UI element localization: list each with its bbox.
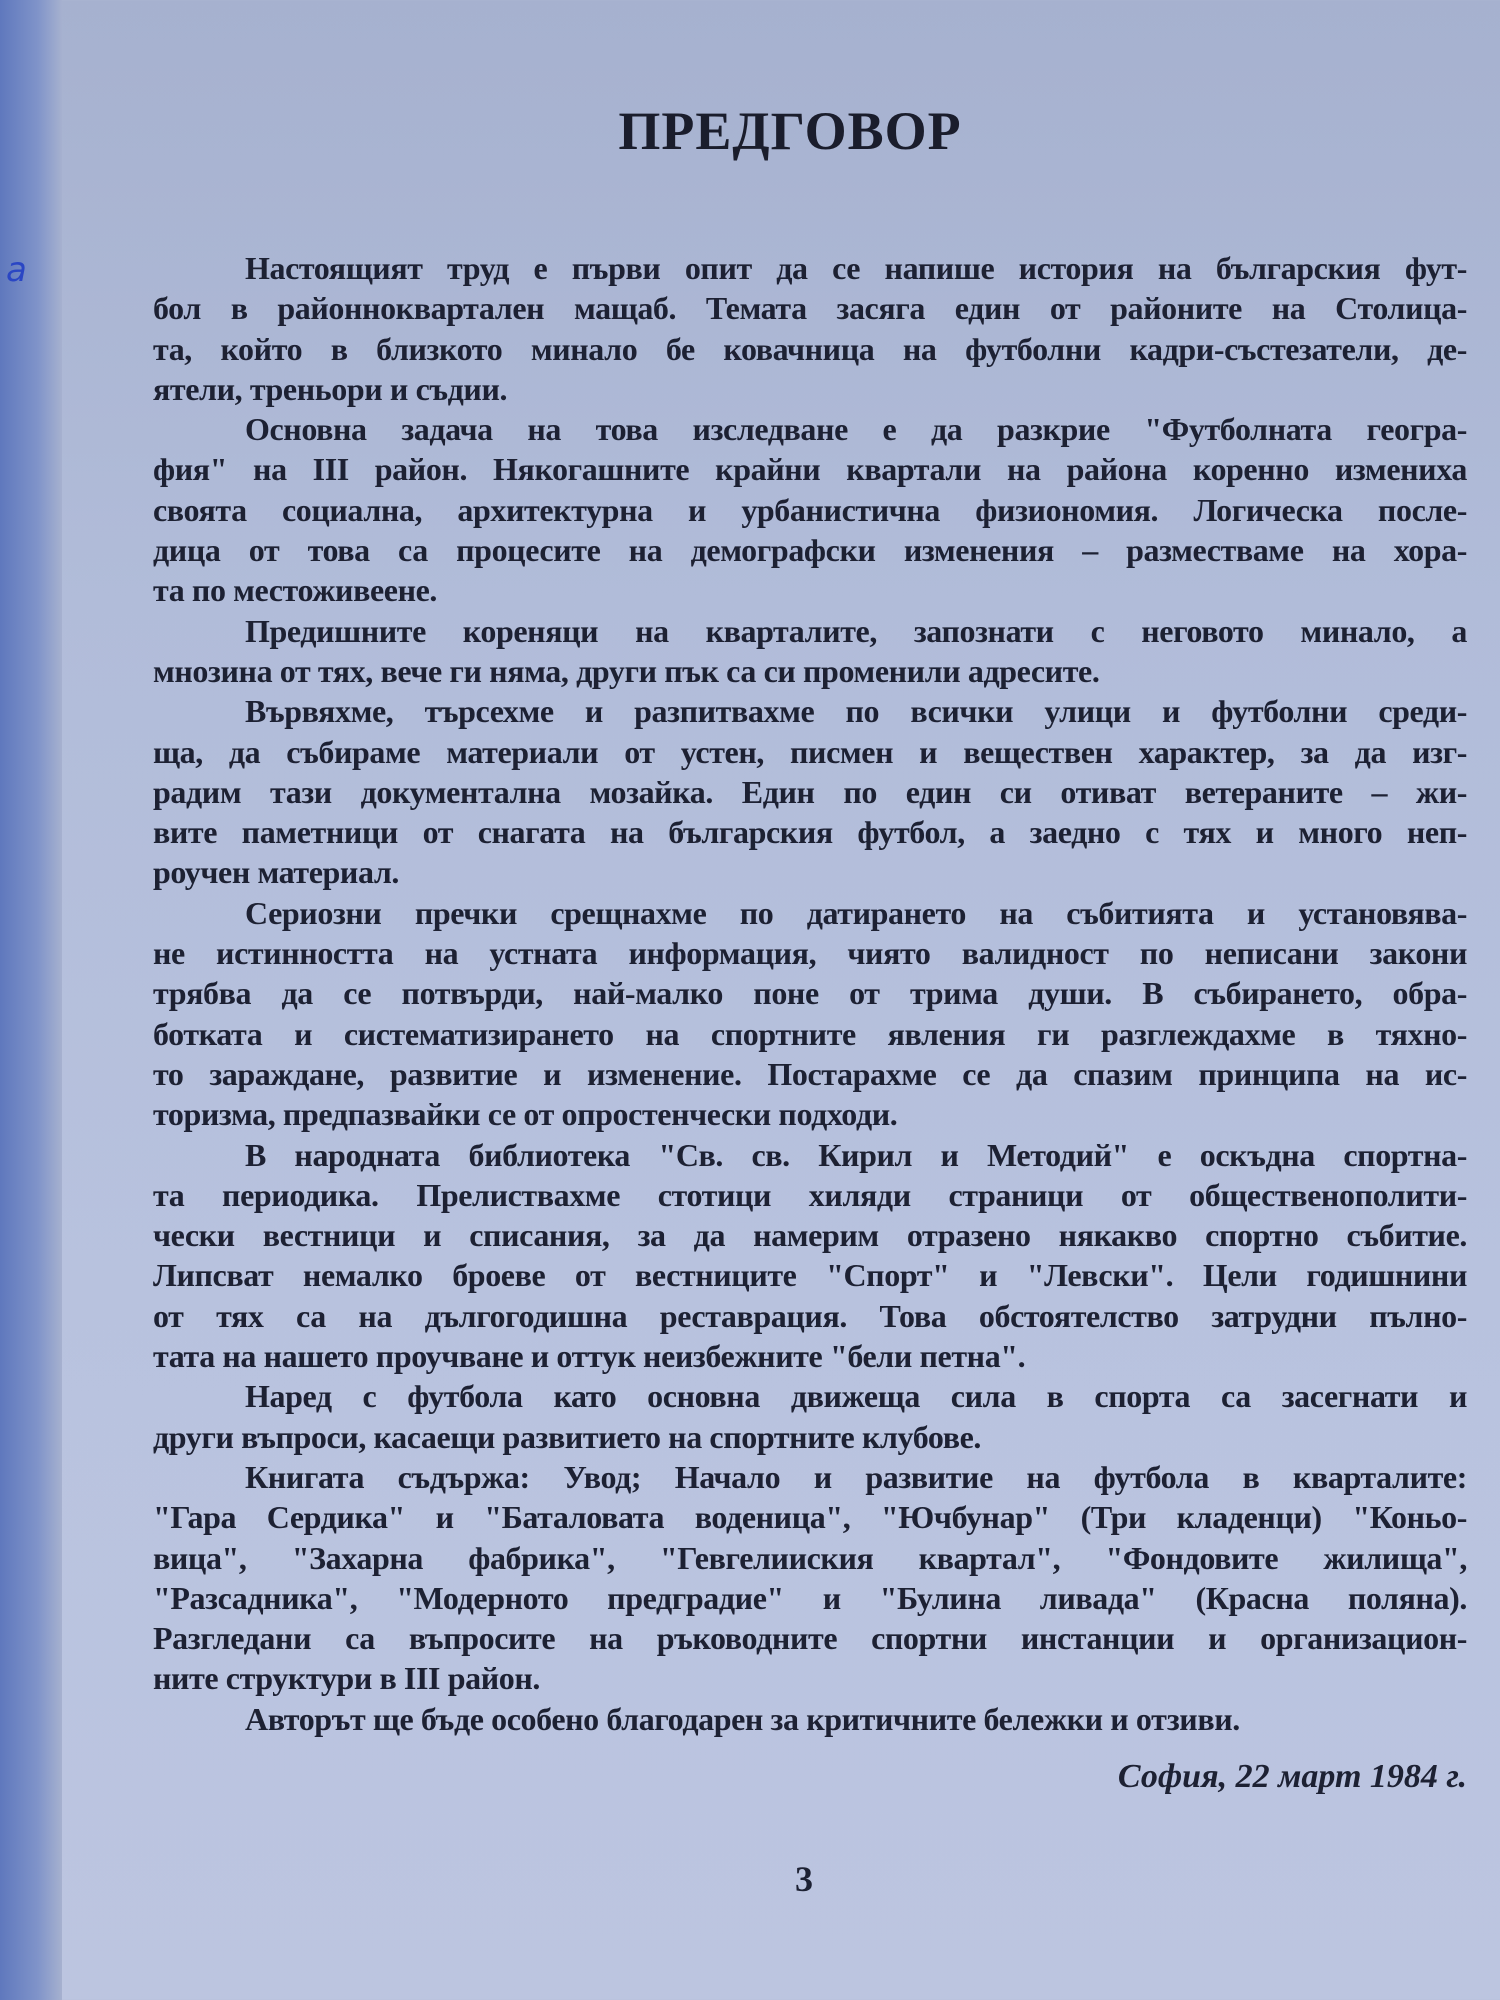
paragraph (153, 893, 1467, 1135)
text-line: своята социална, архитектурна и урбанистична физиономия. Логическа после- (153, 491, 1467, 528)
paragraph (153, 409, 1467, 610)
text-line: то зараждане, развитие и изменение. Постарахме се да спазим принципа на ис- (153, 1055, 1467, 1092)
text-line: Основна задача на това изследване е да разкрие "Футболната геогра- (245, 411, 1467, 448)
text-line: торизма, предпазвайки се от опростенчески подходи. (153, 1096, 898, 1133)
text-line: Настоящият труд е първи опит да се напише история на българския фут- (245, 250, 1467, 286)
page-number: 3 (795, 1859, 813, 1899)
paragraph (153, 1376, 1467, 1457)
text-line: дица от това са процесите на демографски изменения – разместваме на хора- (153, 532, 1467, 569)
text-line: "Разсадника", "Модерното предградие" и "Булина ливада" (Красна поляна). (153, 1579, 1467, 1616)
handwritten-margin-mark: a (6, 250, 27, 290)
text-line: други въпроси, касаещи развитието на спортните клубове. (153, 1418, 981, 1455)
page-gutter (0, 0, 62, 2000)
text-line: ботката и систематизирането на спортните явления ги разглеждахме в тяхно- (153, 1015, 1467, 1052)
text-line: Разгледани са въпросите на ръководните спортни инстанции и организацион- (153, 1620, 1467, 1657)
text-line: мнозина от тях, вече ги няма, други пък са си променили адресите. (153, 652, 1100, 689)
text-line: Наред с футбола като основна движеща сила в спорта са засегнати и (245, 1378, 1467, 1415)
text-line: вите паметници от снагата на българския футбол, а заедно с тях и много неп- (153, 814, 1467, 851)
paragraph (153, 691, 1467, 892)
text-line: не истинността на устната информация, чиято валидност по неписани закони (153, 935, 1467, 972)
text-line: чески вестници и списания, за да намерим отразено някакво спортно събитие. (153, 1217, 1467, 1254)
paragraph (153, 1135, 1467, 1377)
paragraph (153, 1457, 1467, 1699)
text-line: ните структури в III район. (153, 1660, 540, 1697)
text-line: Вървяхме, търсехме и разпитвахме по всички улици и футболни среди- (245, 693, 1467, 730)
text-line: ятели, треньори и съдии. (153, 370, 508, 407)
text-line: та, който в близкото минало бе ковачница на футболни кадри-състезатели, де- (153, 330, 1467, 367)
text-line: Липсват немалко броеве от вестниците "Спорт" и "Левски". Цели годишнини (153, 1257, 1467, 1294)
text-line: та периодика. Прелиствахме стотици хиляди страници от общественополити- (153, 1176, 1467, 1213)
paragraph (153, 248, 1467, 409)
text-line: Авторът ще бъде особено благодарен за критичните бележки и отзиви. (245, 1700, 1240, 1737)
text-line: та по местоживеене. (153, 572, 438, 609)
paragraph (153, 1699, 1467, 1739)
signature-date: София, 22 март 1984 г. (1117, 1758, 1467, 1795)
text-line: фия" на III район. Някогашните крайни квартали на района коренно измениха (153, 451, 1467, 488)
text-line: Книгата съдържа: Увод; Начало и развитие на футбола в кварталите: (245, 1458, 1467, 1495)
text-line: тата на нашето проучване и оттук неизбежните "бели петна". (153, 1338, 1026, 1375)
text-line: от тях са на дългогодишна реставрация. Това обстоятелство затрудни пълно- (153, 1297, 1467, 1334)
text-line: Сериозни пречки срещнахме по датирането на събитията и установява- (245, 894, 1467, 931)
text-line: В народната библиотека "Св. св. Кирил и Методий" е оскъдна спортна- (245, 1136, 1467, 1173)
text-line: роучен материал. (153, 854, 400, 891)
text-line: бол в районнокварталeн мащаб. Темата засяга един от районите на Столица- (153, 290, 1467, 327)
text-line: радим тази документална мозайка. Един по един си отиват ветераните – жи- (153, 773, 1467, 810)
text-line: Предишните кореняци на кварталите, запознати с неговото минало, а (245, 612, 1467, 649)
text-line: "Гара Сердика" и "Баталовата воденица", "Ючбунар" (Три кладенци) "Коньо- (153, 1499, 1467, 1536)
paragraph (153, 611, 1467, 692)
page-title: ПРЕДГОВОР (618, 101, 962, 161)
preface-body (153, 248, 1467, 1739)
text-line: вица", "Захарна фабрика", "Гевгелииския квартал", "Фондовите жилища", (153, 1539, 1467, 1576)
text-line: ща, да събираме материали от устен, писмен и веществен характер, за да изг- (153, 733, 1467, 770)
text-line: трябва да се потвърди, най-малко поне от трима души. В събирането, обра- (153, 975, 1467, 1012)
